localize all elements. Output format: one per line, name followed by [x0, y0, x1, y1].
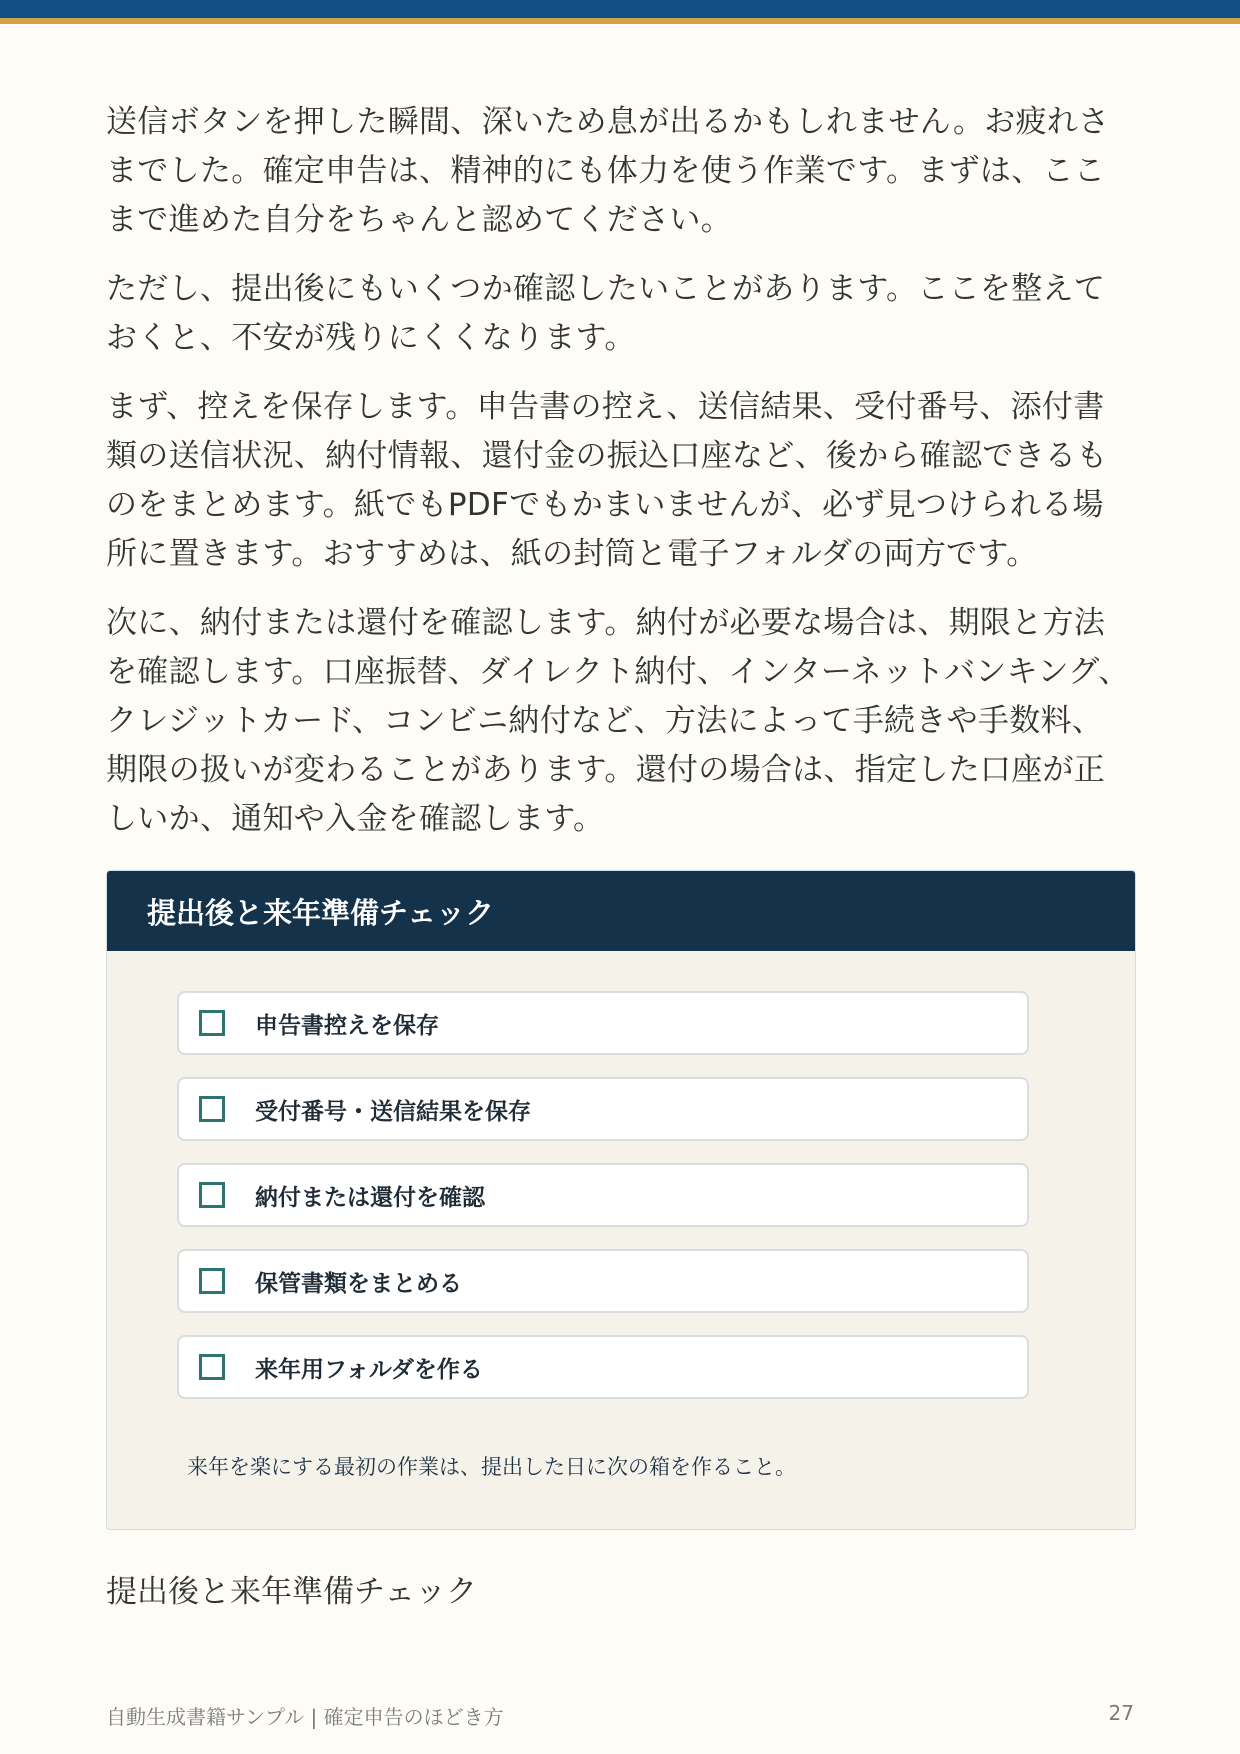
checklist-item-label: 来年用フォルダを作る	[255, 1356, 483, 1383]
paragraph: まず、控えを保存します。申告書の控え、送信結果、受付番号、添付書類の送信状況、納付情報、還付金の振込口座など、後から確認できるものをまとめます。紙でもPDFでもかまいませんが、必ず見つけられる場所に置きます。おすすめは、紙の封筒と電子フォルダの両方です。	[106, 389, 1108, 572]
checklist-item[interactable]	[177, 991, 1029, 1055]
checklist-item[interactable]	[177, 1077, 1029, 1141]
checklist-items	[177, 991, 1029, 1421]
paragraph: ただし、提出後にもいくつか確認したいことがあります。ここを整えておくと、不安が残りにくくなります。	[106, 271, 1106, 356]
page-number: 27	[1108, 1701, 1134, 1725]
checklist-item-label: 保管書類をまとめる	[255, 1270, 462, 1297]
body-text	[106, 98, 1130, 864]
paragraph: 送信ボタンを押した瞬間、深いため息が出るかもしれません。お疲れさまでした。確定申告は、精神的にも体力を使う作業です。まずは、ここまで進めた自分をちゃんと認めてください。	[106, 104, 1110, 238]
checkbox[interactable]	[199, 1354, 225, 1380]
checklist-item[interactable]	[177, 1335, 1029, 1399]
checkbox[interactable]	[199, 1182, 225, 1208]
checklist-item[interactable]	[177, 1249, 1029, 1313]
footer-book-title: 自動生成書籍サンプル | 確定申告のほどき方	[106, 1705, 504, 1729]
top-accent-line	[0, 18, 1240, 24]
checklist-title: 提出後と来年準備チェック	[147, 895, 495, 930]
paragraph: 次に、納付または還付を確認します。納付が必要な場合は、期限と方法を確認します。口座振替、ダイレクト納付、インターネットバンキング、クレジットカード、コンビニ納付など、方法によって手続きや手数料、期限の扱いが変わることがあります。還付の場合は、指定した口座が正しいか、通知や入金を確認します。	[106, 605, 1130, 837]
top-band	[0, 0, 1240, 18]
figure-caption: 提出後と来年準備チェック	[106, 1574, 478, 1610]
checkbox[interactable]	[199, 1268, 225, 1294]
checklist-item-label: 申告書控えを保存	[255, 1012, 439, 1039]
checklist-item-label: 納付または還付を確認	[255, 1184, 485, 1211]
checklist-item[interactable]	[177, 1163, 1029, 1227]
checklist-item-label: 受付番号・送信結果を保存	[255, 1098, 531, 1125]
checkbox[interactable]	[199, 1096, 225, 1122]
checklist-note: 来年を楽にする最初の作業は、提出した日に次の箱を作ること。	[187, 1455, 796, 1479]
checklist-panel	[106, 870, 1136, 1530]
checkbox[interactable]	[199, 1010, 225, 1036]
checklist-header	[107, 871, 1135, 951]
